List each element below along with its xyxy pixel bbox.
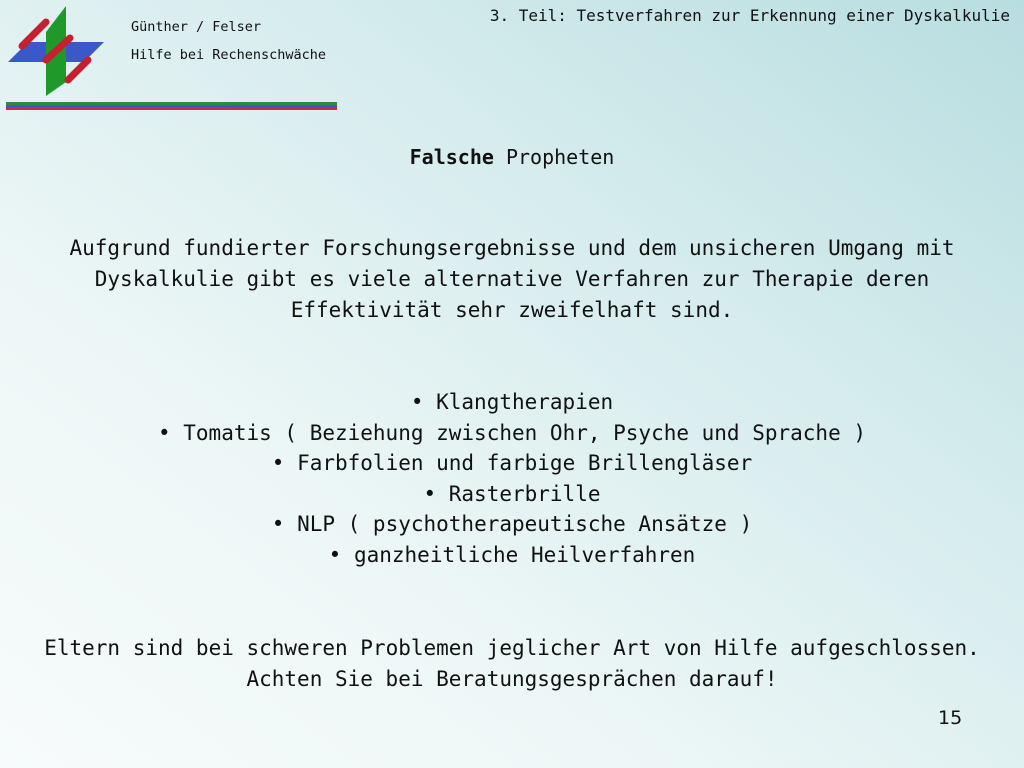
intro-paragraph: Aufgrund fundierter Forschungsergebnisse und dem unsicheren Umgang mit Dyskalkulie gibt es viele alternative Verfahren zur Therapie deren Effektivität sehr zweifelhaft sind. bbox=[69, 236, 955, 322]
header-subtitle: Hilfe bei Rechenschwäche bbox=[131, 47, 327, 63]
chapter-heading: 3. Teil: Testverfahren zur Erkennung einer Dyskalkulie bbox=[489, 6, 1010, 25]
slide-title-rest: Propheten bbox=[493, 145, 615, 169]
list-item: • Rasterbrille bbox=[423, 481, 601, 506]
method-list bbox=[40, 387, 984, 571]
header-divider-red bbox=[6, 107, 337, 110]
list-item: • Farbfolien und farbige Brillengläser bbox=[271, 451, 753, 476]
list-item: • Klangtherapien bbox=[410, 390, 614, 414]
author-names: Günther / Felser bbox=[131, 19, 262, 35]
list-item: • Tomatis ( Beziehung zwischen Ohr, Psyche und Sprache ) bbox=[157, 420, 866, 445]
slide-title-bold: Falsche bbox=[409, 145, 494, 169]
list-item: • ganzheitliche Heilverfahren bbox=[328, 542, 696, 567]
closing-paragraph: Eltern sind bei schweren Problemen jeglicher Art von Hilfe aufgeschlossen. Achten Sie bei Beratungsgesprächen darauf! bbox=[44, 636, 980, 691]
plus-cross-logo-icon bbox=[6, 4, 106, 100]
slide-title bbox=[0, 144, 1024, 170]
list-item: • NLP ( psychotherapeutische Ansätze ) bbox=[271, 512, 753, 537]
page-number: 15 bbox=[938, 707, 963, 729]
